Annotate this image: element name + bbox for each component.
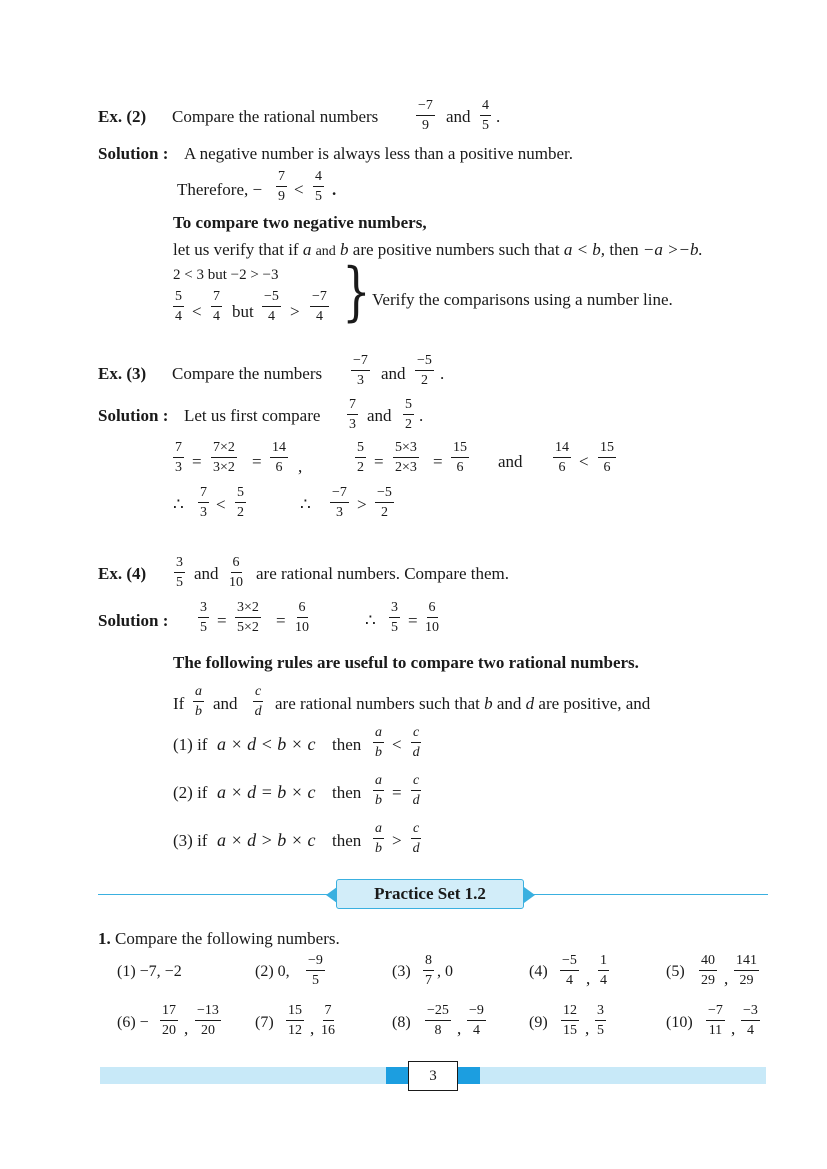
ex4-text: are rational numbers. Compare them. [256, 564, 510, 583]
if-word: If [173, 694, 185, 713]
rule-3-expr: a × d > b × c [217, 830, 316, 850]
and-word: and [367, 406, 392, 425]
equals: = [217, 611, 227, 630]
rule-2-prefix: (2) if [173, 783, 208, 802]
equals: = [276, 611, 286, 630]
problem-2-label: (2) 0, [255, 963, 290, 980]
question-1: 1. Compare the following numbers. [98, 929, 340, 948]
comma: , [586, 969, 591, 988]
fraction: $\frac{a}{b}$ [195, 684, 202, 719]
fraction: $\frac{-25}{8}$ [427, 1003, 449, 1038]
and-word: and [213, 694, 238, 713]
comma: , [731, 1019, 736, 1038]
fraction: $\frac{3}{5}$ [597, 1003, 604, 1038]
greater-than: > [290, 302, 300, 321]
fraction: $\frac{7}{3}$ [349, 397, 356, 432]
problem-5-label: (5) [666, 963, 685, 980]
rule-1-prefix: (1) if [173, 735, 208, 754]
solution-text: A negative number is always less than a positive number. [184, 144, 574, 163]
solution-text: Let us first compare [184, 406, 321, 425]
fraction: $\frac{7}{9}$ [278, 169, 285, 204]
fraction: $\frac{-5}{4}$ [264, 289, 279, 324]
fraction: $\frac{-5}{2}$ [377, 485, 392, 520]
rule-2-expr: a × d = b × c [217, 782, 316, 802]
fraction: $\frac{-7}{9}$ [418, 98, 433, 133]
fraction: $\frac{15}{6}$ [600, 440, 614, 475]
fraction: $\frac{-7}{3}$ [353, 353, 368, 388]
fraction: $\frac{c}{d}$ [412, 821, 420, 856]
fraction: $\frac{40}{29}$ [701, 953, 715, 988]
problem-7-label: (7) [255, 1014, 274, 1031]
equals: = [252, 452, 262, 471]
fraction: $\frac{-9}{5}$ [308, 953, 323, 988]
fraction: $\frac{5}{4}$ [175, 289, 182, 324]
comma: , [310, 1019, 315, 1038]
header-arrow-right [524, 887, 535, 903]
problem-3-label: (3) [392, 963, 411, 980]
fraction: $\frac{7\times 2}{3\times 2}$ [213, 440, 235, 475]
fraction: $\frac{3}{5}$ [200, 600, 207, 635]
fraction: $\frac{7}{16}$ [321, 1003, 335, 1038]
fraction: $\frac{8}{7}$ [425, 953, 432, 988]
fraction: $\frac{3}{5}$ [391, 600, 398, 635]
verify-line: let us verify that if a and b are positive numbers such that a < b, then −a >−b. [173, 240, 703, 259]
fraction: $\frac{-9}{4}$ [469, 1003, 484, 1038]
therefore-symbol: ∴ [300, 495, 311, 514]
fraction: $\frac{7}{3}$ [175, 440, 182, 475]
rules-text: are rational numbers such that b and d are positive, and [275, 694, 651, 713]
and-word: and [498, 452, 523, 471]
fraction: $\frac{5}{2}$ [237, 485, 244, 520]
comma: , [724, 969, 729, 988]
compare-line-1: 2 < 3 but −2 > −3 [173, 267, 279, 283]
comma: , [298, 457, 303, 476]
fraction: $\frac{6}{10}$ [229, 555, 243, 590]
fraction: $\frac{-3}{4}$ [743, 1003, 758, 1038]
fraction: $\frac{3\times 2}{5\times 2}$ [237, 600, 259, 635]
fraction: $\frac{-7}{3}$ [332, 485, 347, 520]
therefore-symbol: ∴ [173, 495, 184, 514]
fraction: $\frac{17}{20}$ [162, 1003, 176, 1038]
less-than: < [294, 180, 304, 199]
fraction: $\frac{15}{12}$ [288, 1003, 302, 1038]
equals: = [433, 452, 443, 471]
fraction: $\frac{14}{6}$ [272, 440, 286, 475]
and-word: and [194, 564, 219, 583]
page-number: 3 [408, 1061, 458, 1091]
ex4-label: Ex. (4) [98, 564, 147, 583]
less-than: < [192, 302, 202, 321]
comma: , [585, 1019, 590, 1038]
practice-set-title: Practice Set 1.2 [336, 879, 524, 909]
fraction: $\frac{14}{6}$ [555, 440, 569, 475]
problem-1: (1) −7, −2 [117, 963, 182, 980]
problem-10-label: (10) [666, 1014, 693, 1031]
fraction: $\frac{-7}{11}$ [708, 1003, 723, 1038]
fraction: $\frac{12}{15}$ [563, 1003, 577, 1038]
greater-than: > [357, 495, 367, 514]
problem-8-label: (8) [392, 1014, 411, 1031]
problem-3-tail: , 0 [437, 963, 453, 980]
fraction: $\frac{15}{6}$ [453, 440, 467, 475]
fraction: $\frac{5\times 3}{2\times 3}$ [395, 440, 417, 475]
period: . [332, 180, 337, 199]
brace-note: Verify the comparisons using a number line. [372, 290, 673, 309]
fraction: $\frac{4}{5}$ [482, 98, 489, 133]
but-word: but [232, 302, 254, 321]
rules-heading: The following rules are useful to compare two rational numbers. [173, 653, 639, 672]
curly-brace: } [342, 255, 371, 329]
comma: , [457, 1019, 462, 1038]
fraction: $\frac{4}{5}$ [315, 169, 322, 204]
therefore-symbol: ∴ [365, 611, 376, 630]
fraction: $\frac{3}{5}$ [176, 555, 183, 590]
period: . [496, 107, 501, 126]
fraction: $\frac{-5}{2}$ [417, 353, 432, 388]
fraction: $\frac{a}{b}$ [375, 821, 382, 856]
rule-3-prefix: (3) if [173, 831, 208, 850]
then-word: then [332, 735, 362, 754]
then-word: then [332, 831, 362, 850]
comma: , [184, 1019, 189, 1038]
fraction: $\frac{5}{2}$ [405, 397, 412, 432]
solution-label: Solution : [98, 144, 169, 163]
fraction: $\frac{-7}{4}$ [312, 289, 327, 324]
less-than: < [216, 495, 226, 514]
fraction: $\frac{a}{b}$ [375, 773, 382, 808]
fraction: $\frac{5}{2}$ [357, 440, 364, 475]
fraction: $\frac{a}{b}$ [375, 725, 382, 760]
period: . [419, 406, 424, 425]
fraction: $\frac{c}{d}$ [412, 773, 420, 808]
solution-label: Solution : [98, 406, 169, 425]
relation: > [392, 831, 402, 850]
negative-heading: To compare two negative numbers, [173, 213, 427, 232]
equals: = [374, 452, 384, 471]
less-than: < [579, 452, 589, 471]
fraction: $\frac{6}{10}$ [425, 600, 439, 635]
relation: = [392, 783, 402, 802]
fraction: $\frac{-5}{4}$ [562, 953, 577, 988]
fraction: $\frac{1}{4}$ [600, 953, 607, 988]
ex2-label: Ex. (2) [98, 107, 147, 126]
fraction: $\frac{c}{d}$ [254, 684, 262, 719]
rule-1-expr: a × d < b × c [217, 734, 316, 754]
therefore-text: Therefore, − [177, 180, 263, 199]
problem-4-label: (4) [529, 963, 548, 980]
problem-6-label: (6) − [117, 1014, 149, 1031]
problem-9-label: (9) [529, 1014, 548, 1031]
fraction: $\frac{-13}{20}$ [197, 1003, 219, 1038]
fraction: $\frac{c}{d}$ [412, 725, 420, 760]
footer-tab-right [458, 1067, 480, 1084]
equals: = [408, 611, 418, 630]
and-word: and [381, 364, 406, 383]
then-word: then [332, 783, 362, 802]
equals: = [192, 452, 202, 471]
fraction: $\frac{7}{3}$ [200, 485, 207, 520]
divider-line [522, 894, 768, 895]
fraction: $\frac{141}{29}$ [736, 953, 757, 988]
ex3-text: Compare the numbers [172, 364, 323, 383]
solution-label: Solution : [98, 611, 169, 630]
fraction: $\frac{7}{4}$ [213, 289, 220, 324]
period: . [440, 364, 445, 383]
and-word: and [446, 107, 471, 126]
ex3-label: Ex. (3) [98, 364, 147, 383]
divider-line [98, 894, 338, 895]
footer-tab-left [386, 1067, 408, 1084]
relation: < [392, 735, 402, 754]
fraction: $\frac{6}{10}$ [295, 600, 309, 635]
ex2-text: Compare the rational numbers [172, 107, 379, 126]
